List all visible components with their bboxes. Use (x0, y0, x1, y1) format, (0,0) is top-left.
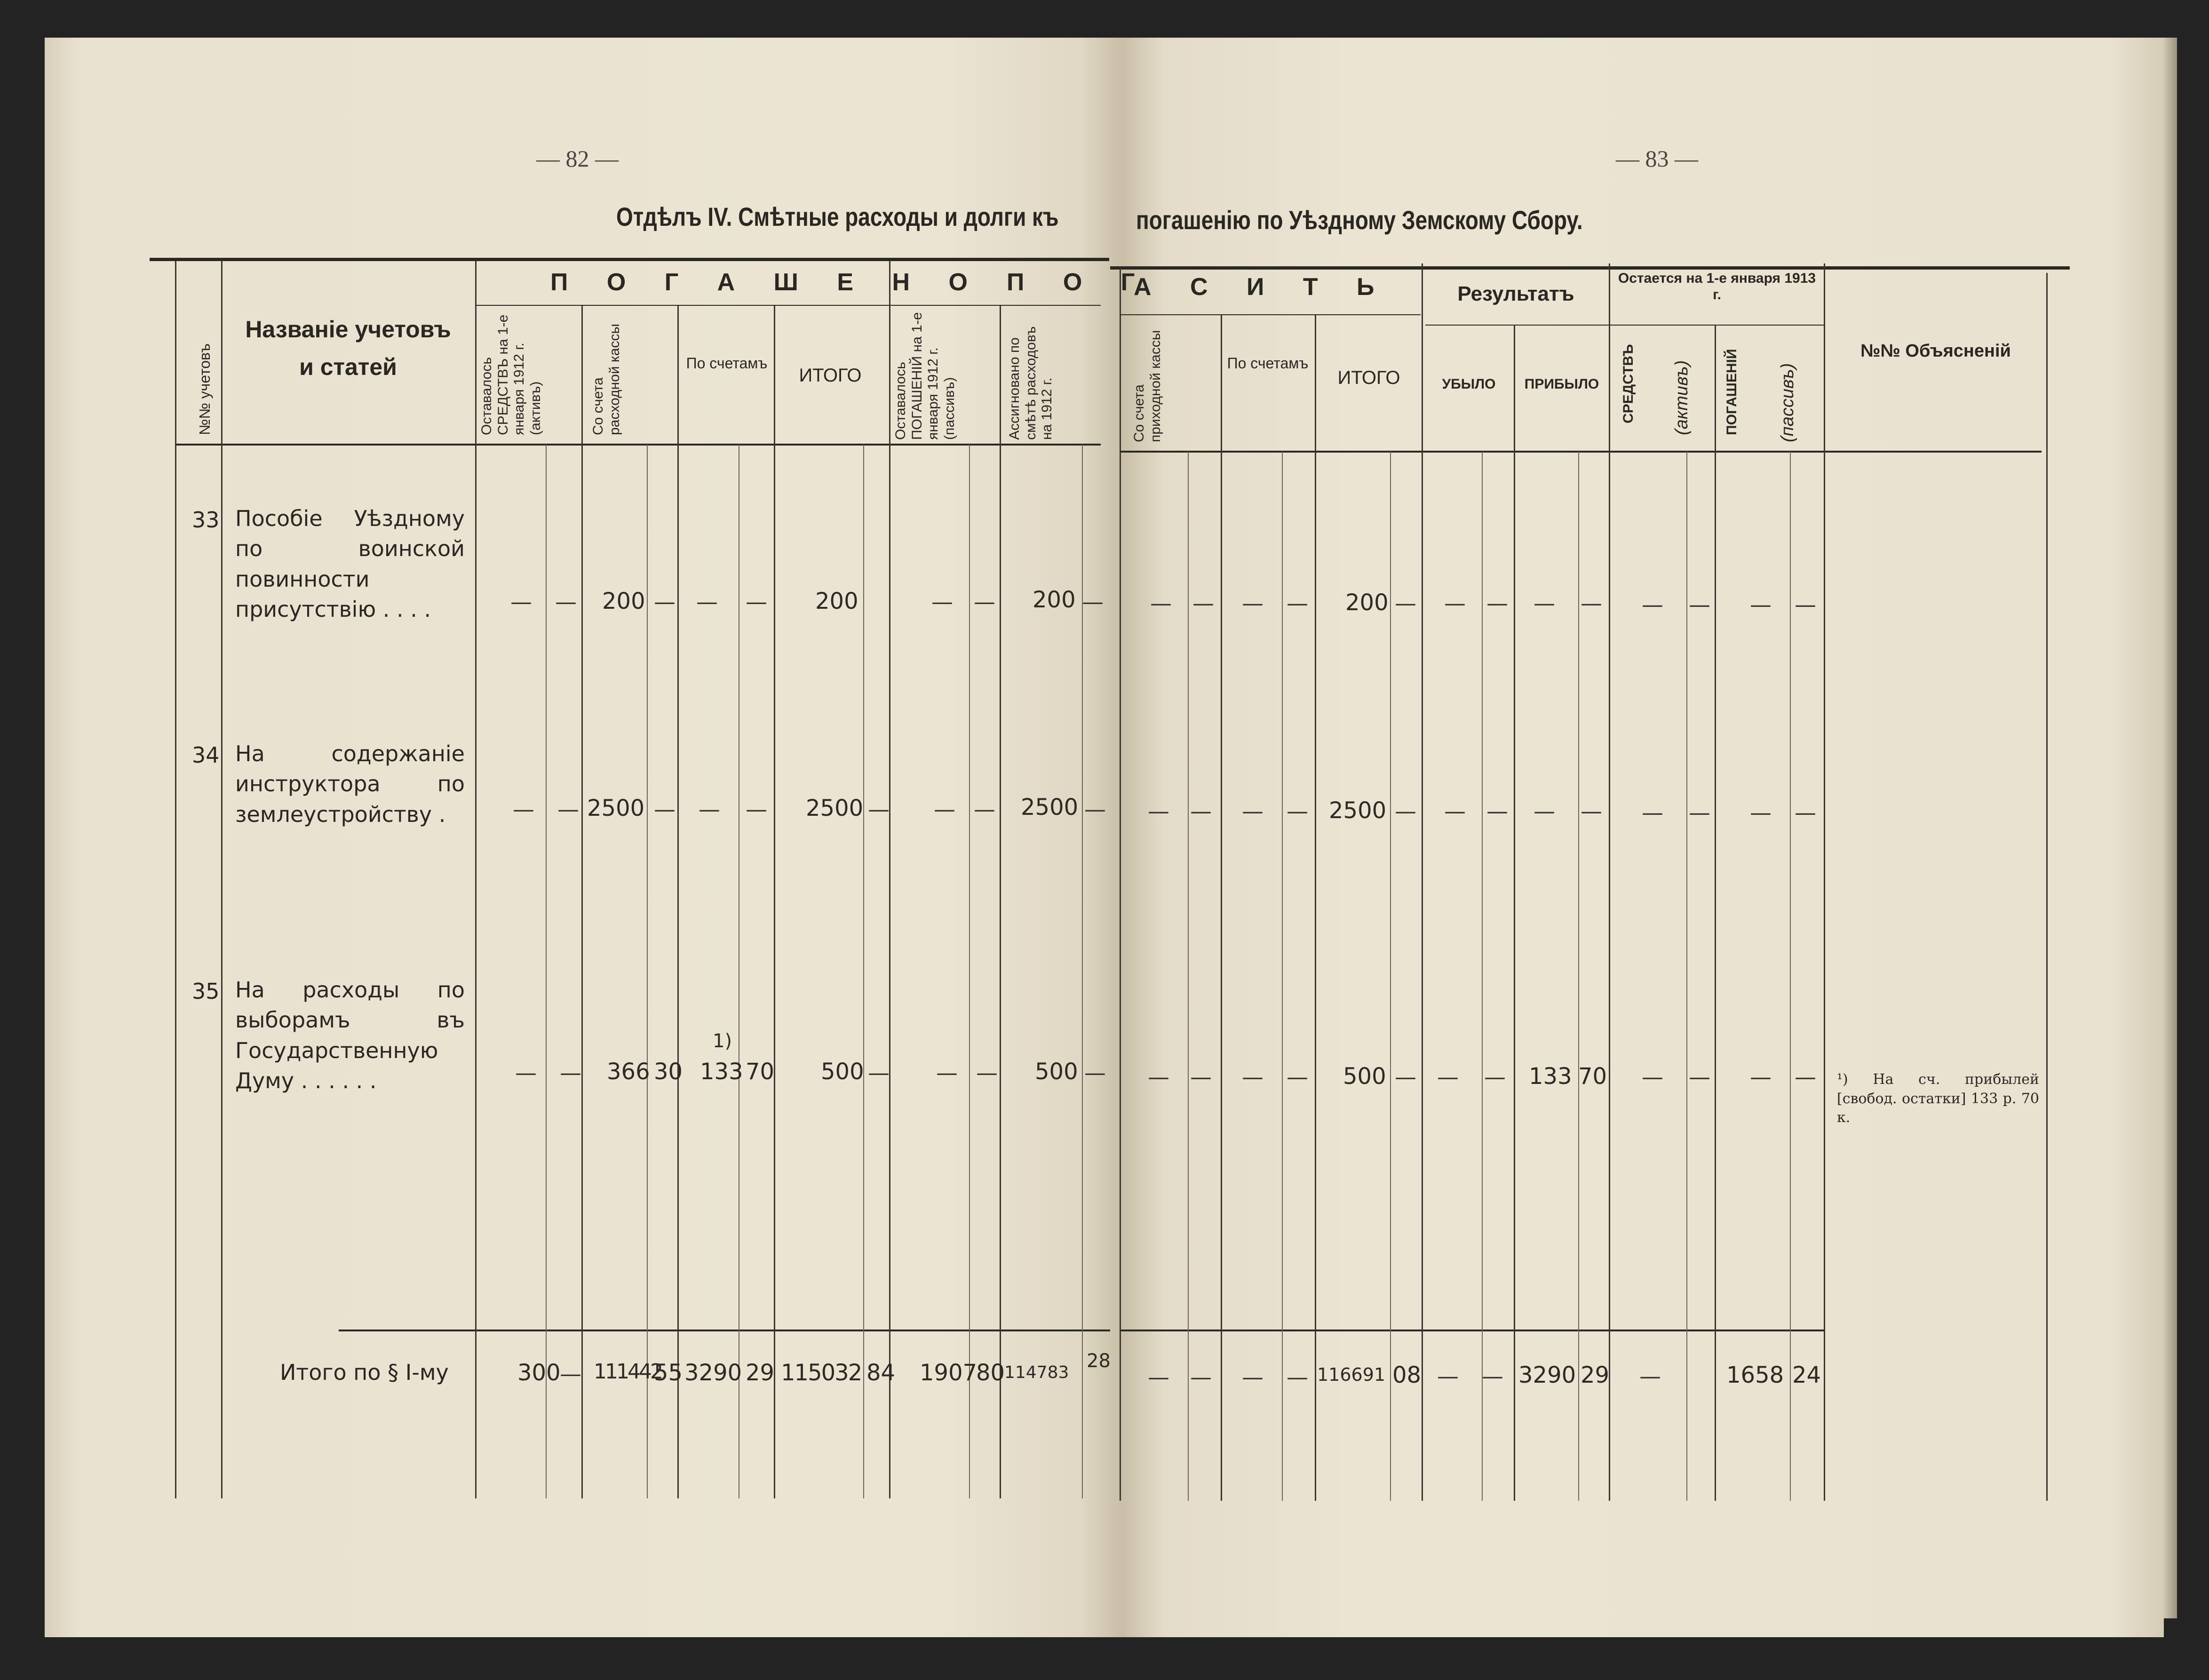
dash: — (1084, 1060, 1106, 1085)
header-po-schetam: По счетамъ (686, 355, 768, 372)
vline (889, 261, 890, 1498)
header-rule-right (1120, 451, 2042, 453)
dash: — (931, 589, 953, 614)
cell: 133 (1529, 1063, 1572, 1090)
dash: — (1795, 592, 1816, 617)
header-name: Названіе учетовъ и статей (245, 316, 451, 380)
dash: — (1148, 1064, 1169, 1090)
dash: — (1795, 800, 1816, 825)
cell: 30 (654, 1059, 683, 1085)
dash: — (1395, 1064, 1416, 1090)
dash: — (1581, 798, 1602, 824)
dash: — (934, 796, 955, 822)
cell: 08 (1392, 1362, 1422, 1388)
dash: — (1750, 1064, 1772, 1090)
dash: — (1242, 1064, 1263, 1090)
cell: 80 (976, 1360, 1005, 1386)
header-rule-left (176, 444, 1101, 446)
dash: — (1150, 590, 1172, 616)
cell: 70 (746, 1059, 775, 1085)
dash: — (936, 1060, 958, 1085)
dash: — (1486, 798, 1508, 824)
cell: 2500 (1021, 794, 1079, 820)
dash: — (974, 796, 995, 822)
dash: — (1148, 798, 1169, 824)
vline (647, 445, 648, 1498)
vline (1609, 263, 1610, 1501)
dash: — (1287, 1064, 1308, 1090)
vline (221, 261, 222, 1498)
sub-rule-right (1120, 314, 1421, 315)
cell: 84 (866, 1360, 896, 1386)
vline (1514, 325, 1515, 1501)
row-no: 33 (192, 507, 220, 533)
header-po-schetam-r: По счетамъ (1227, 355, 1309, 372)
cell: 200 (815, 588, 858, 614)
dash: — (974, 589, 995, 614)
dash: — (1190, 1364, 1212, 1390)
header-pogasheno: П О Г А Ш Е Н О (550, 269, 984, 296)
cell: 200 (1345, 589, 1389, 616)
vline (1000, 306, 1001, 1498)
vline (1422, 263, 1423, 1501)
vline (863, 445, 864, 1498)
dash: — (1192, 590, 1214, 616)
cell: 2500 (587, 795, 645, 821)
header-asit: А С И Т Ь (1134, 273, 1391, 301)
top-rule-left (150, 258, 1109, 261)
header-no: №№ учетовъ (196, 343, 213, 435)
vline (1120, 268, 1121, 1501)
dash: — (560, 1060, 581, 1085)
cell: 111442 (594, 1360, 661, 1384)
page-title-left: Отдѣлъ IV. Смѣтные расходы и долги къ (616, 202, 1059, 231)
dash: — (1534, 590, 1555, 616)
dash: — (1084, 796, 1106, 822)
header-ostaetsya: Остается на 1-е января 1913 г. (1618, 271, 1816, 303)
dash: — (1639, 1363, 1661, 1389)
dash: — (1242, 590, 1263, 616)
vline (581, 306, 583, 1498)
dash: — (1642, 592, 1663, 617)
header-aktiv: (активъ) (1672, 360, 1692, 435)
cell: 200 (1033, 587, 1076, 613)
dash: — (1242, 798, 1263, 824)
dash: — (555, 589, 577, 614)
cell: 366 (607, 1059, 650, 1085)
vline (677, 306, 679, 1498)
cell: 133 (700, 1059, 743, 1085)
footnote: ¹) На сч. прибылей [свобод. остатки] 133 р. 70 к. (1837, 1071, 2039, 1126)
dash: — (1287, 798, 1308, 824)
dash: — (1082, 589, 1104, 614)
cell: 300 (517, 1360, 561, 1386)
dash: — (868, 796, 890, 822)
dash: — (1444, 798, 1466, 824)
dash: — (1750, 800, 1772, 825)
vline (1282, 452, 1283, 1501)
dash: — (1534, 798, 1555, 824)
dash: — (976, 1060, 998, 1085)
dash: — (1148, 1364, 1169, 1390)
vline (475, 261, 477, 1498)
vline (546, 445, 547, 1498)
dash: — (746, 589, 767, 614)
dash: — (1689, 800, 1710, 825)
vline (1824, 263, 1825, 1501)
dash: — (1190, 798, 1212, 824)
vline (1390, 452, 1391, 1501)
dash: — (1395, 798, 1416, 824)
header-assignovano: Ассигновано по смѣтѣ расходовъ на 1912 г. (1007, 326, 1055, 440)
row-name: На содержаніе инструктора по землеустройству . (235, 741, 465, 827)
header-ubylo: УБЫЛО (1442, 376, 1496, 392)
page-edge (2164, 38, 2177, 1618)
cell: 114783 (1004, 1363, 1069, 1382)
vline (1715, 325, 1716, 1501)
cell: 3290 (1518, 1362, 1576, 1388)
vline (1578, 452, 1579, 1501)
top-rule-right (1110, 266, 2070, 270)
cell: 70 (1578, 1063, 1607, 1090)
dash: — (1795, 1064, 1816, 1090)
dash: — (1642, 1064, 1663, 1090)
dash: — (868, 1060, 890, 1085)
page-number-left: — 82 — (536, 145, 619, 172)
cell: 24 (1792, 1362, 1821, 1388)
total-rule-left (339, 1330, 1110, 1331)
vline (1482, 452, 1483, 1501)
dash: — (654, 796, 675, 822)
cell: 2500 (806, 795, 864, 821)
vline (1188, 452, 1189, 1501)
vline (1315, 315, 1316, 1501)
header-itogo: ИТОГО (799, 365, 862, 386)
row-no: 34 (192, 742, 220, 768)
dash: — (1486, 590, 1508, 616)
header-ostavalos-pogasheniy: Оставалось ПОГАШЕНІЙ на 1-е января 1912 г. (пассивъ) (893, 312, 957, 440)
dash: — (1242, 1364, 1263, 1390)
header-obyasneniy: №№ Объясненій (1860, 341, 2011, 361)
dash: — (1750, 592, 1772, 617)
dash: — (513, 796, 534, 822)
header-passiv: (пассивъ) (1778, 363, 1797, 442)
dash: — (1484, 1064, 1506, 1090)
dash: — (1444, 590, 1466, 616)
dash: — (557, 796, 579, 822)
cell: 2500 (1329, 797, 1387, 824)
cell: 55 (654, 1360, 683, 1386)
header-rezultat: Результатъ (1457, 282, 1574, 305)
dash: — (1287, 1364, 1308, 1390)
vline (2046, 273, 2048, 1501)
dash: — (699, 796, 720, 822)
header-so-scheta: Со счета расходной кассы (590, 324, 622, 435)
dash: — (510, 589, 532, 614)
row-no: 35 (192, 979, 220, 1004)
row-name: На расходы по выборамъ въ Государственную Думу . . . . . . (235, 977, 465, 1094)
cell: 500 (1343, 1063, 1386, 1090)
cell: 500 (1035, 1059, 1078, 1085)
cell: 1658 (1726, 1362, 1784, 1388)
cell: 3290 (684, 1360, 742, 1386)
total-rule-right (1120, 1330, 1825, 1331)
sub-rule-left (475, 305, 1101, 306)
header-itogo-r: ИТОГО (1337, 367, 1400, 388)
dash: — (1689, 1064, 1710, 1090)
vline (1221, 315, 1222, 1501)
dash: — (1482, 1363, 1503, 1389)
cell: 1) (713, 1030, 732, 1052)
sub-rule-result (1425, 325, 1825, 326)
header-ostavalos-sredstv: Оставалось СРЕДСТВЪ на 1-е января 1912 г. (активъ) (479, 314, 543, 435)
dash: — (515, 1060, 537, 1085)
row-name: Пособіе Уѣздному по воинской повинности присутствію . . . . (235, 506, 465, 622)
dash: — (1395, 590, 1416, 616)
cell: 200 (602, 588, 645, 614)
header-pribylo: ПРИБЫЛО (1524, 376, 1599, 392)
header-sredstv: СРЕДСТВЪ (1621, 344, 1636, 423)
vline (774, 306, 775, 1498)
header-so-scheta-prih: Со счета приходной кассы (1131, 330, 1163, 442)
cell: 500 (821, 1059, 864, 1085)
dash: — (1437, 1363, 1459, 1389)
header-pogasheniy: ПОГАШЕНІЙ (1724, 349, 1740, 435)
vline (1686, 452, 1687, 1501)
vline (1790, 452, 1791, 1501)
dash: — (746, 796, 767, 822)
dash: — (696, 589, 718, 614)
dash: — (1437, 1064, 1459, 1090)
dash: — (1689, 592, 1710, 617)
cell: 28 (1087, 1350, 1111, 1372)
page-title-right: погашенію по Уѣздному Земскому Сбору. (1136, 205, 1583, 235)
total-label: Итого по § I-му (280, 1360, 449, 1385)
page-number-right: — 83 — (1616, 145, 1698, 172)
cell: 116691 (1317, 1364, 1386, 1385)
dash: — (1190, 1064, 1212, 1090)
cell: 1907 (920, 1360, 977, 1386)
dash: — (1287, 590, 1308, 616)
cell: 115032 (781, 1360, 862, 1386)
dash: — (1642, 800, 1663, 825)
header-pog: П О Г (1007, 269, 1151, 296)
vline (175, 261, 176, 1498)
cell: 29 (746, 1360, 775, 1386)
dash: — (654, 589, 675, 614)
dash: — (1581, 590, 1602, 616)
dash: — (560, 1361, 581, 1386)
cell: 29 (1581, 1362, 1610, 1388)
vline (969, 445, 970, 1498)
